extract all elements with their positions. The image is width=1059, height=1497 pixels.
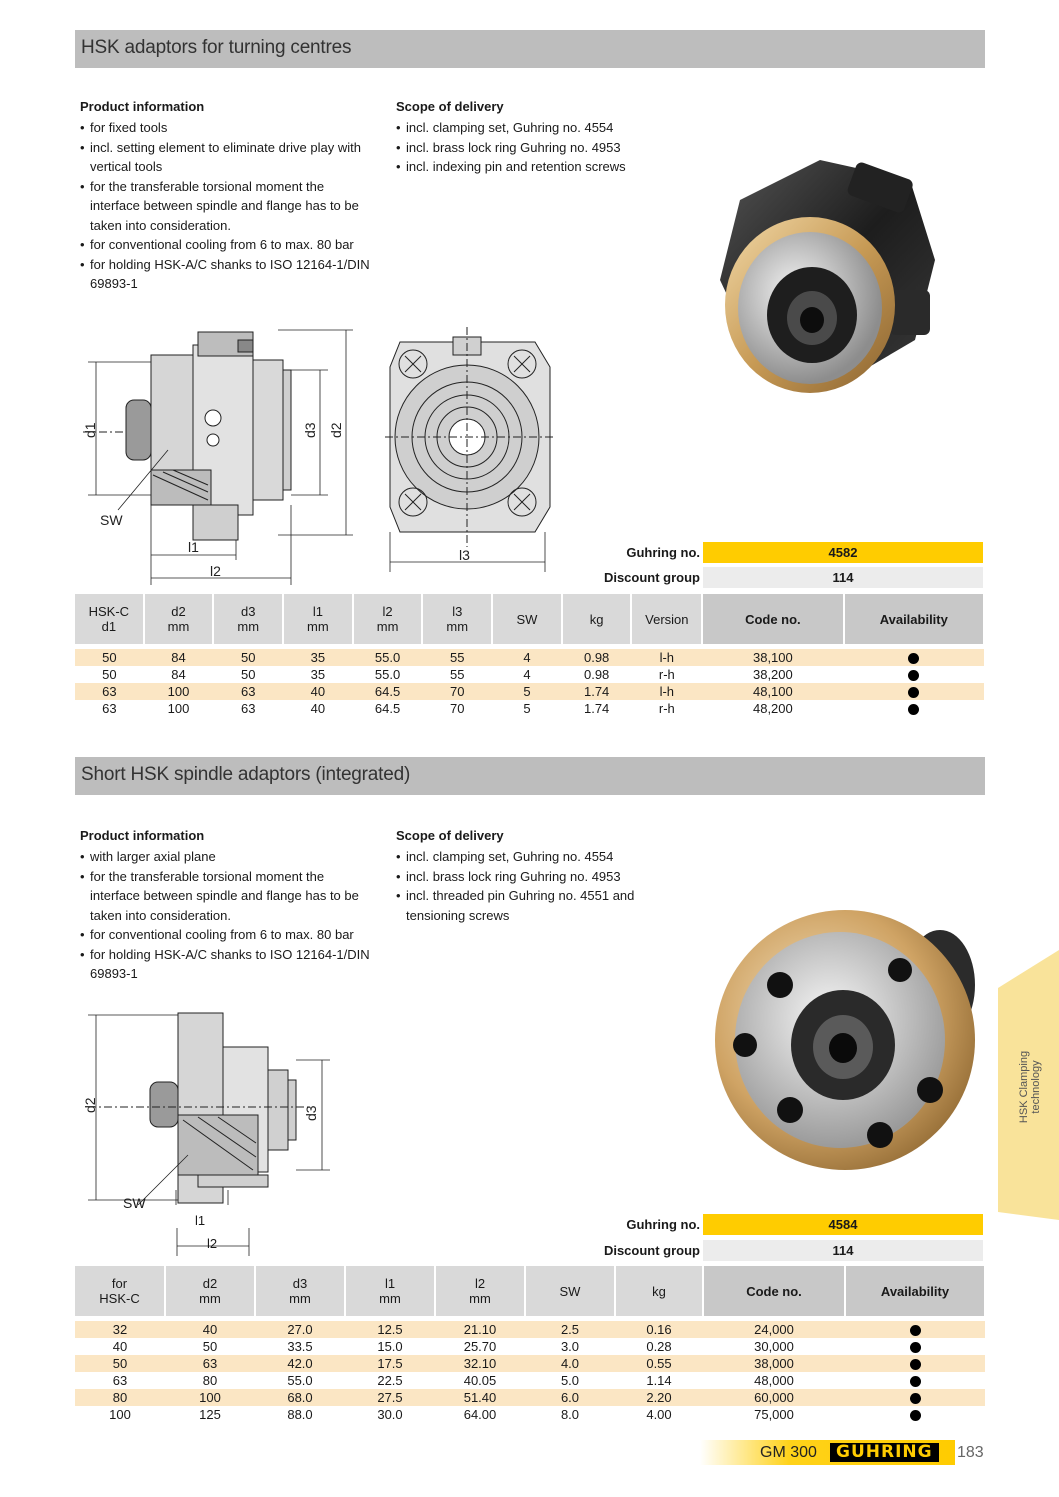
table-cell: 40 xyxy=(283,683,353,700)
table-cell: 22.5 xyxy=(377,1373,403,1388)
discount-value: 114 xyxy=(703,1240,983,1261)
column-header xyxy=(615,1266,703,1316)
side-tab-line2: technology xyxy=(1030,1060,1042,1114)
column-header-line: mm xyxy=(376,619,399,634)
side-tab-label xyxy=(1010,1040,1050,1130)
table-cell: 55.0 xyxy=(374,667,401,682)
table-cell: 27.0 xyxy=(255,1321,345,1338)
column-header-line: SW xyxy=(559,1283,581,1299)
table-cell: 48,100 xyxy=(702,683,843,700)
column-header xyxy=(144,594,214,644)
table-cell: 32.10 xyxy=(435,1355,525,1372)
table-row xyxy=(75,1372,985,1389)
column-header xyxy=(165,1266,255,1316)
product-info-heading: Product information xyxy=(80,99,205,114)
availability-dot-icon xyxy=(908,687,919,698)
dim-label-l1: l1 xyxy=(195,1213,206,1228)
section-title-2: Short HSK spindle adaptors (integrated) xyxy=(81,764,411,785)
table-cell: 84 xyxy=(171,667,186,682)
table-cell: 27.5 xyxy=(345,1389,435,1406)
table-cell: 75,000 xyxy=(754,1407,794,1422)
list-item: • for conventional cooling from 6 to max. 80 bar xyxy=(80,235,370,255)
table-cell: 5.0 xyxy=(560,1373,580,1388)
table-cell: 51.40 xyxy=(435,1389,525,1406)
table-cell: 88.0 xyxy=(287,1407,313,1422)
discount-row-2 xyxy=(560,1240,700,1261)
table-cell: 63 xyxy=(165,1355,255,1372)
guhring-no-row-2 xyxy=(560,1214,700,1235)
dim-label-sw: SW xyxy=(100,512,123,528)
table-cell: 0.55 xyxy=(615,1355,703,1372)
column-header-line: Code no. xyxy=(746,1283,802,1299)
table-cell: 8.0 xyxy=(560,1407,580,1422)
scope-list xyxy=(396,847,676,925)
column-header xyxy=(353,594,423,644)
column-header xyxy=(844,594,984,644)
table-cell: 125 xyxy=(199,1407,221,1422)
availability-dot-icon xyxy=(910,1342,921,1353)
table-row xyxy=(75,1406,985,1423)
table-cell: 3.0 xyxy=(560,1339,580,1354)
availability-cell xyxy=(845,1389,985,1406)
column-header-line: mm xyxy=(307,619,329,634)
column-header-line: kg xyxy=(589,611,604,627)
table-cell: 100 xyxy=(109,1407,131,1422)
dim-label-d2: d2 xyxy=(328,422,344,438)
product-info-list xyxy=(80,847,370,984)
column-header-line: mm xyxy=(446,619,469,634)
dim-label-l1: l1 xyxy=(188,539,199,555)
column-header-line: kg xyxy=(652,1283,666,1299)
column-header xyxy=(75,594,144,644)
list-item: • incl. brass lock ring Guhring no. 4953 xyxy=(396,138,686,158)
column-header-line: mm xyxy=(237,619,260,634)
technical-drawing-side-1 xyxy=(78,320,378,590)
table-cell: l-h xyxy=(631,649,702,666)
list-item: • for conventional cooling from 6 to max. 80 bar xyxy=(80,925,370,945)
dim-label-sw: SW xyxy=(123,1195,146,1211)
table-cell: 63 xyxy=(102,701,117,716)
column-header-line: d2 xyxy=(171,604,186,619)
list-item: • with larger axial plane xyxy=(80,847,370,867)
product-info-1 xyxy=(80,99,370,294)
availability-cell xyxy=(844,666,984,683)
table-cell: 100 xyxy=(144,683,214,700)
column-header xyxy=(703,1266,845,1316)
table-cell: 70 xyxy=(450,701,465,716)
guhring-no-value: 4582 xyxy=(703,542,983,563)
product-table-1 xyxy=(75,594,985,717)
availability-cell xyxy=(845,1372,985,1389)
guhring-no-label: Guhring no. xyxy=(626,1217,700,1232)
table-cell: 17.5 xyxy=(345,1355,435,1372)
availability-dot-icon xyxy=(910,1393,921,1404)
dim-label-d1: d1 xyxy=(82,422,98,438)
table-cell: 2.20 xyxy=(615,1389,703,1406)
product-info-list xyxy=(80,118,370,294)
column-header-line: Availability xyxy=(879,611,948,627)
list-item: • incl. setting element to eliminate drive play with vertical tools xyxy=(80,138,370,177)
availability-cell xyxy=(844,649,984,666)
table-cell: 100 xyxy=(165,1389,255,1406)
availability-cell xyxy=(844,700,984,717)
column-header-line: Code no. xyxy=(745,611,801,627)
table-row xyxy=(75,683,984,700)
table-cell: 38,200 xyxy=(752,667,793,682)
table-cell: 15.0 xyxy=(377,1339,403,1354)
column-header-line: Version xyxy=(645,611,689,627)
table-cell: 50 xyxy=(75,1355,165,1372)
table-cell: 6.0 xyxy=(525,1389,615,1406)
availability-cell xyxy=(845,1321,985,1338)
column-header-line: mm xyxy=(199,1291,221,1306)
side-tab-line1: HSK Clamping xyxy=(1018,1050,1030,1124)
table-cell: 5 xyxy=(523,701,531,716)
column-header-line: for xyxy=(111,1276,128,1291)
dim-label-d3: d3 xyxy=(303,1105,319,1121)
table-cell: r-h xyxy=(658,701,675,716)
scope-heading: Scope of delivery xyxy=(396,99,504,114)
column-header xyxy=(422,594,492,644)
availability-cell xyxy=(844,683,984,700)
column-header-line: HSK-C xyxy=(99,1291,140,1306)
discount-row-1 xyxy=(560,567,700,588)
column-header xyxy=(255,1266,345,1316)
table-cell: 48,200 xyxy=(752,701,793,716)
table-cell: 63 xyxy=(213,683,283,700)
column-header xyxy=(283,594,353,644)
column-header xyxy=(562,594,632,644)
footer-catalog: GM 300 xyxy=(760,1444,817,1461)
table-row xyxy=(75,1355,985,1372)
table-cell: 80 xyxy=(202,1373,218,1388)
column-header-line: SW xyxy=(516,611,538,627)
column-header xyxy=(702,594,843,644)
table-cell: 55.0 xyxy=(287,1373,313,1388)
table-cell: 24,000 xyxy=(703,1321,845,1338)
table-cell: 50 xyxy=(213,649,283,666)
table-cell: 84 xyxy=(144,649,214,666)
table-cell: 40 xyxy=(165,1321,255,1338)
table-header-row xyxy=(75,594,984,644)
table-cell: 60,000 xyxy=(703,1389,845,1406)
table-cell: 35 xyxy=(283,649,353,666)
table-cell: 12.5 xyxy=(345,1321,435,1338)
table-cell: 33.5 xyxy=(287,1339,313,1354)
column-header xyxy=(75,1266,165,1316)
table-cell: 50 xyxy=(102,667,117,682)
column-header-line: mm xyxy=(469,1291,491,1306)
table-cell: 64.5 xyxy=(353,683,423,700)
table-cell: 63 xyxy=(75,683,144,700)
dim-label-d3: d3 xyxy=(302,422,318,438)
guhring-no-label: Guhring no. xyxy=(626,545,700,560)
scope-of-delivery-2 xyxy=(396,828,676,925)
availability-dot-icon xyxy=(910,1410,921,1421)
table-cell: 40 xyxy=(310,701,326,716)
table-cell: 1.14 xyxy=(646,1373,672,1388)
column-header xyxy=(845,1266,985,1316)
table-cell: 1.74 xyxy=(562,683,632,700)
scope-of-delivery-1 xyxy=(396,99,686,177)
discount-label: Discount group xyxy=(603,570,700,585)
table-cell: 0.16 xyxy=(615,1321,703,1338)
table-cell: 50 xyxy=(75,649,144,666)
table-row xyxy=(75,1321,985,1338)
technical-drawing-side-2 xyxy=(78,1005,348,1205)
table-cell: 64.00 xyxy=(463,1407,497,1422)
table-cell: 63 xyxy=(112,1373,128,1388)
column-header-line: l2 xyxy=(474,1276,486,1291)
column-header-line: d3 xyxy=(292,1276,308,1291)
product-info-2 xyxy=(80,828,370,984)
table-cell: 42.0 xyxy=(255,1355,345,1372)
table-cell: 50 xyxy=(202,1339,218,1354)
table-cell: 63 xyxy=(240,701,256,716)
column-header-line: d1 xyxy=(101,619,117,634)
table-cell: 30.0 xyxy=(377,1407,403,1422)
availability-cell xyxy=(845,1338,985,1355)
guhring-no-row-1 xyxy=(560,542,700,563)
adaptor-photo-1 xyxy=(700,140,950,410)
table-cell: 40.05 xyxy=(463,1373,497,1388)
availability-dot-icon xyxy=(910,1359,921,1370)
table-cell: 38,000 xyxy=(703,1355,845,1372)
list-item: • for holding HSK-A/C shanks to ISO 12164-1/DIN 69893-1 xyxy=(80,945,370,984)
table-cell: 70 xyxy=(422,683,492,700)
availability-dot-icon xyxy=(910,1325,921,1336)
table-cell: 100 xyxy=(167,701,190,716)
table-cell: 30,000 xyxy=(754,1339,794,1354)
table-cell: 80 xyxy=(75,1389,165,1406)
column-header-line: mm xyxy=(167,619,190,634)
table-cell: 4.00 xyxy=(646,1407,672,1422)
column-header xyxy=(213,594,283,644)
adaptor-photo-2 xyxy=(705,900,985,1170)
column-header-line: d3 xyxy=(240,604,256,619)
table-cell: 48,000 xyxy=(754,1373,794,1388)
technical-drawing-front-1 xyxy=(385,322,555,577)
dim-label-l3: l3 xyxy=(459,547,470,563)
table-cell: 0.28 xyxy=(646,1339,672,1354)
section-header-1 xyxy=(75,30,985,68)
table-row xyxy=(75,1338,985,1355)
table-header-row xyxy=(75,1266,985,1316)
product-info-heading: Product information xyxy=(80,828,205,843)
column-header-line: HSK-C xyxy=(88,604,130,619)
list-item: • incl. brass lock ring Guhring no. 4953 xyxy=(396,867,676,887)
table-row xyxy=(75,649,984,666)
availability-cell xyxy=(845,1406,985,1423)
discount-label: Discount group xyxy=(603,1243,700,1258)
table-row xyxy=(75,666,984,683)
table-cell: 55.0 xyxy=(353,649,423,666)
table-cell: 68.0 xyxy=(255,1389,345,1406)
availability-dot-icon xyxy=(908,653,919,664)
table-cell: 2.5 xyxy=(525,1321,615,1338)
table-row xyxy=(75,1389,985,1406)
guhring-no-value: 4584 xyxy=(703,1214,983,1235)
list-item: • for holding HSK-A/C shanks to ISO 12164-1/DIN 69893-1 xyxy=(80,255,370,294)
table-cell: 4 xyxy=(492,649,562,666)
list-item: • incl. threaded pin Guhring no. 4551 and tensioning screws xyxy=(396,886,676,925)
availability-dot-icon xyxy=(908,670,919,681)
dim-label-l2: l2 xyxy=(210,563,221,579)
availability-dot-icon xyxy=(910,1376,921,1387)
table-cell: 4 xyxy=(523,667,531,682)
table-cell: l-h xyxy=(631,683,702,700)
table-cell: 21.10 xyxy=(435,1321,525,1338)
product-table-2 xyxy=(75,1266,986,1423)
table-cell: 32 xyxy=(75,1321,165,1338)
table-cell: r-h xyxy=(658,667,675,682)
column-header xyxy=(631,594,702,644)
table-cell: 5 xyxy=(492,683,562,700)
list-item: • incl. clamping set, Guhring no. 4554 xyxy=(396,118,686,138)
table-cell: 55 xyxy=(422,649,492,666)
discount-value: 114 xyxy=(703,567,983,588)
table-cell: 25.70 xyxy=(463,1339,497,1354)
availability-cell xyxy=(845,1355,985,1372)
list-item: • incl. indexing pin and retention screws xyxy=(396,157,686,177)
column-header-line: mm xyxy=(379,1291,401,1306)
section-header-2 xyxy=(75,757,985,795)
list-item: • for the transferable torsional moment the interface between spindle and flange has to be taken into consideration. xyxy=(80,867,370,926)
table-cell: 40 xyxy=(112,1339,128,1354)
table-cell: 0.98 xyxy=(562,649,632,666)
dim-label-l2: l2 xyxy=(207,1236,218,1251)
dim-label-d2: d2 xyxy=(82,1097,98,1113)
list-item: • incl. clamping set, Guhring no. 4554 xyxy=(396,847,676,867)
page-number: 183 xyxy=(957,1444,984,1461)
table-cell: 50 xyxy=(240,667,256,682)
column-header xyxy=(525,1266,615,1316)
guhring-logo: GUHRING xyxy=(830,1443,939,1462)
table-cell: 35 xyxy=(310,667,326,682)
table-cell: 38,100 xyxy=(702,649,843,666)
column-header-line: d2 xyxy=(202,1276,218,1291)
column-header-line: l1 xyxy=(384,1276,396,1291)
table-cell: 0.98 xyxy=(583,667,610,682)
table-cell: 55 xyxy=(450,667,465,682)
column-header-line: mm xyxy=(289,1291,311,1306)
list-item: • for the transferable torsional moment the interface between spindle and flange has to be taken into consideration. xyxy=(80,177,370,236)
table-cell: 64.5 xyxy=(374,701,401,716)
table-row xyxy=(75,700,984,717)
column-header xyxy=(435,1266,525,1316)
list-item: • for fixed tools xyxy=(80,118,370,138)
scope-list xyxy=(396,118,686,177)
column-header xyxy=(345,1266,435,1316)
column-header-line: l3 xyxy=(452,604,463,619)
table-cell: 4.0 xyxy=(525,1355,615,1372)
section-title-1: HSK adaptors for turning centres xyxy=(81,37,352,58)
column-header xyxy=(492,594,562,644)
column-header-line: l1 xyxy=(312,604,323,619)
column-header-line: Availability xyxy=(880,1283,950,1299)
table-cell: 1.74 xyxy=(583,701,610,716)
column-header-line: l2 xyxy=(382,604,393,619)
availability-dot-icon xyxy=(908,704,919,715)
scope-heading: Scope of delivery xyxy=(396,828,504,843)
